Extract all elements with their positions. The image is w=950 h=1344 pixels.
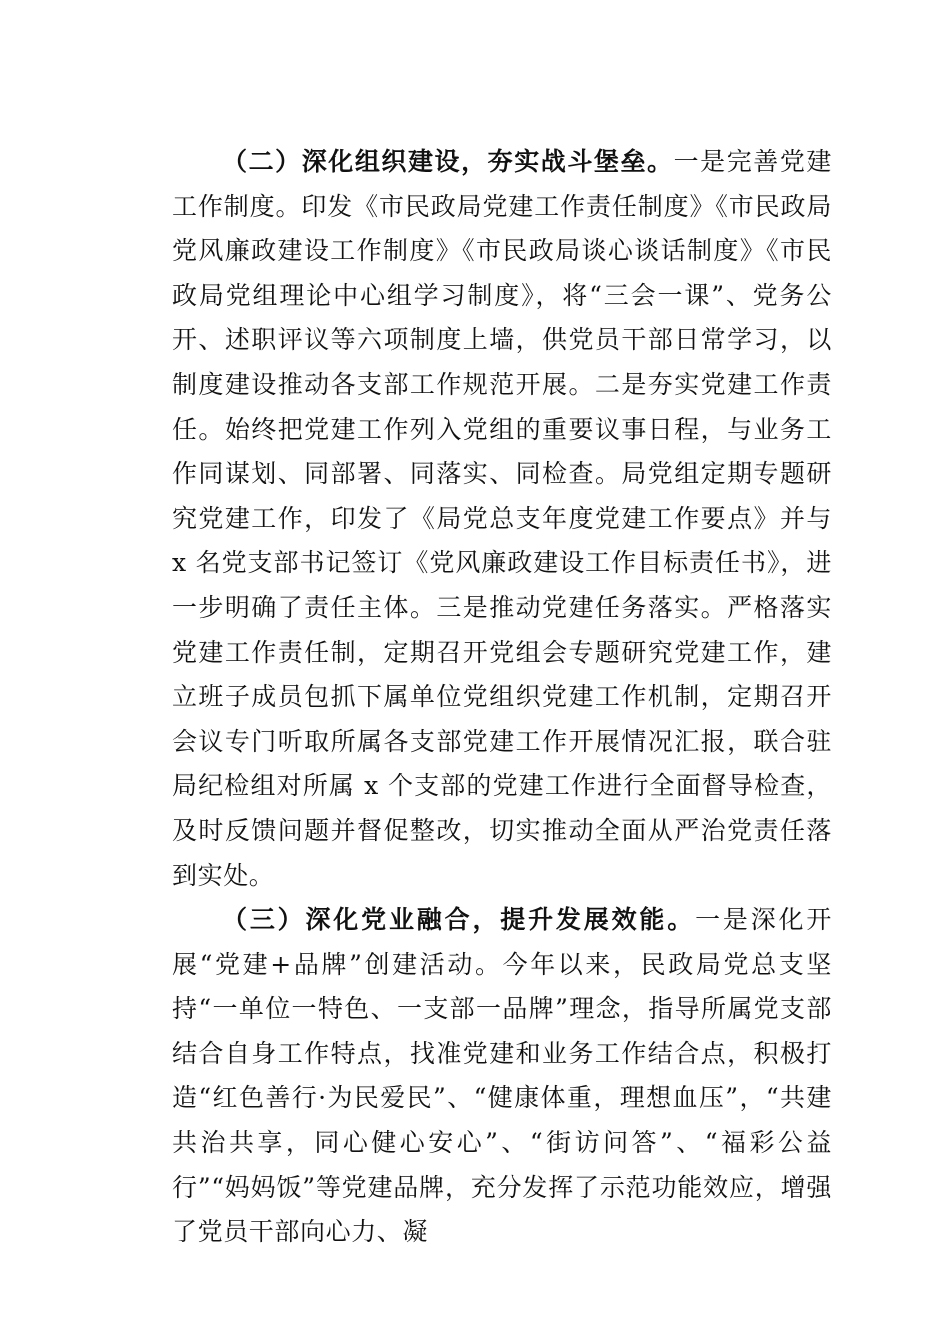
document-body [172,140,832,1255]
paragraph-organization-building [172,140,832,898]
section-heading: （二）深化组织建设，夯实战斗堡垒。 [222,147,674,176]
paragraph-text: 一是深化开展“党建+品牌”创建活动。今年以来，民政局党总支坚持“一单位一特色、一支部一品牌”理念，指导所属党支部结合自身工作特点，找准党建和业务工作结合点，积极打造“红色善行·为民爱民”、“健康体重，理想血压”，“共建共治共享，同心健心安心”、“街访问答”、“福彩公益行”“妈妈饭”等党建品牌，充分发挥了示范功能效应，增强了党员干部向心力、凝 [172,905,832,1247]
section-heading: （三）深化党业融合，提升发展效能。 [222,905,696,935]
paragraph-party-business-integration [172,898,832,1255]
paragraph-text: 一是完善党建工作制度。印发《市民政局党建工作责任制度》《市民政局党风廉政建设工作制度》《市民政局谈心谈话制度》《市民政局党组理论中心组学习制度》，将“三会一课”、党务公开、述职评议等六项制度上墙，供党员干部日常学习，以制度建设推动各支部工作规范开展。二是夯实党建工作责任。始终把党建工作列入党组的重要议事日程，与业务工作同谋划、同部署、同落实、同检查。局党组定期专题研究党建工作，印发了《局党总支年度党建工作要点》并与 x 名党支部书记签订《党风廉政建设工作目标责任书》，进一步明确了责任主体。三是推动党建任务落实。严格落实党建工作责任制，定期召开党组会专题研究党建工作，建立班子成员包抓下属单位党组织党建工作机制，定期召开会议专门听取所属各支部党建工作开展情况汇报，联合驻局纪检组对所属 x 个支部的党建工作进行全面督导检查，及时反馈问题并督促整改，切实推动全面从严治党责任落到实处。 [172,147,832,890]
